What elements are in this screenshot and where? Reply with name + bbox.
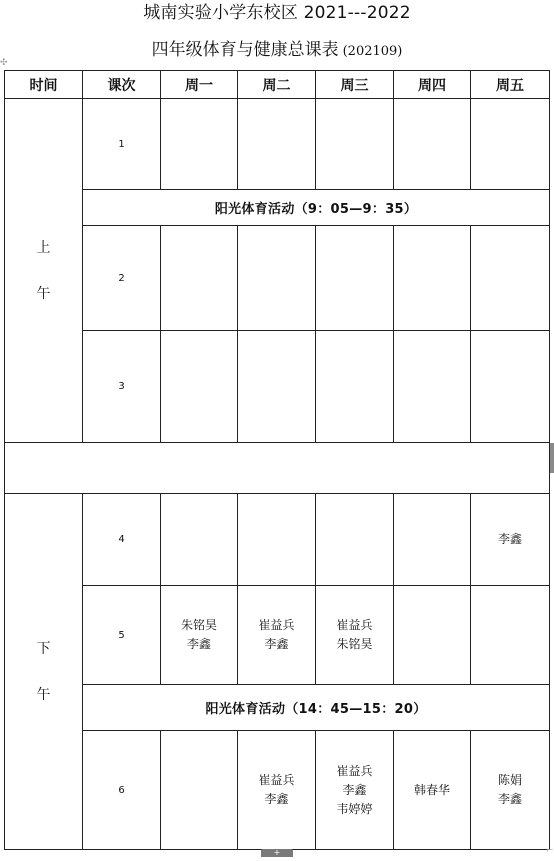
teacher-name: 李鑫 — [497, 532, 522, 546]
activity-row-morning — [5, 190, 550, 226]
period-number: 5 — [83, 586, 161, 685]
cell-r3-wed — [316, 331, 394, 443]
period-number: 1 — [83, 99, 161, 190]
cell-r2-tue — [238, 226, 316, 331]
subtitle-code: (202109) — [342, 44, 403, 59]
teacher-name: 韦婷婷 — [336, 801, 373, 816]
cell-r5-fri — [471, 586, 550, 685]
cell-r6-fri — [471, 731, 550, 850]
cell-r6-wed — [316, 731, 394, 850]
add-row-button[interactable] — [261, 849, 293, 857]
header-mon: 周一 — [161, 71, 238, 99]
activity-afternoon: 阳光体育活动（14：45—15：20） — [83, 685, 550, 731]
teacher-name: 崔益兵 — [258, 618, 295, 632]
period-number: 6 — [83, 731, 161, 850]
resize-handle[interactable] — [550, 443, 554, 473]
table-row — [5, 331, 550, 443]
table-row — [5, 226, 550, 331]
header-wed: 周三 — [316, 71, 394, 99]
cell-r6-tue — [238, 731, 316, 850]
break-row — [5, 443, 550, 494]
schedule-table — [4, 70, 550, 850]
cell-r2-mon — [161, 226, 238, 331]
cell-r3-mon — [161, 331, 238, 443]
break-cell — [5, 443, 550, 494]
header-row — [5, 71, 550, 99]
page-title: 城南实验小学东校区 2021---2022 — [143, 3, 411, 23]
teacher-name: 李鑫 — [264, 792, 289, 806]
teacher-name: 崔益兵 — [336, 763, 373, 778]
table-row — [5, 494, 550, 586]
table-end-mark-icon: ⌐ — [546, 846, 554, 856]
cell-r5-mon — [161, 586, 238, 685]
page-subtitle — [0, 36, 554, 68]
subtitle-text: 四年级体育与健康总课表 — [151, 40, 339, 60]
teacher-name: 陈娟 — [497, 773, 522, 787]
cell-r1-tue — [238, 99, 316, 190]
teacher-name: 李鑫 — [264, 637, 289, 651]
cell-r1-fri — [471, 99, 550, 190]
header-tue: 周二 — [238, 71, 316, 99]
afternoon-label: 下 午 — [5, 494, 83, 850]
table-row — [5, 731, 550, 850]
period-number: 3 — [83, 331, 161, 443]
cell-r3-tue — [238, 331, 316, 443]
cell-r2-fri — [471, 226, 550, 331]
cell-r5-thu — [394, 586, 471, 685]
cell-r3-fri — [471, 331, 550, 443]
table-row — [5, 586, 550, 685]
period-number: 4 — [83, 494, 161, 586]
activity-row-afternoon — [5, 685, 550, 731]
cell-r6-thu — [394, 731, 471, 850]
cell-r1-thu — [394, 99, 471, 190]
cell-r4-fri — [471, 494, 550, 586]
teacher-name: 李鑫 — [186, 637, 211, 651]
plus-icon: + — [273, 848, 281, 857]
cell-r2-thu — [394, 226, 471, 331]
cell-r1-mon — [161, 99, 238, 190]
teacher-name: 崔益兵 — [336, 618, 373, 632]
cell-r3-thu — [394, 331, 471, 443]
teacher-name: 崔益兵 — [258, 773, 295, 787]
teacher-name: 朱铭昊 — [180, 618, 217, 632]
header-period: 课次 — [83, 71, 161, 99]
cell-r4-mon — [161, 494, 238, 586]
header-fri: 周五 — [471, 71, 550, 99]
cell-r1-wed — [316, 99, 394, 190]
cell-r5-wed — [316, 586, 394, 685]
table-row — [5, 99, 550, 190]
period-number: 2 — [83, 226, 161, 331]
cell-r4-thu — [394, 494, 471, 586]
teacher-name: 朱铭昊 — [336, 637, 373, 651]
teacher-name: 韩春华 — [413, 782, 450, 797]
cell-r4-tue — [238, 494, 316, 586]
morning-label: 上 午 — [5, 99, 83, 443]
cell-r4-wed — [316, 494, 394, 586]
cell-r5-tue — [238, 586, 316, 685]
header-time: 时间 — [5, 71, 83, 99]
table-move-handle-icon[interactable]: ✣ — [0, 58, 8, 68]
teacher-name: 李鑫 — [342, 782, 367, 797]
activity-morning: 阳光体育活动（9：05—9：35） — [83, 190, 550, 226]
cell-r2-wed — [316, 226, 394, 331]
teacher-name: 李鑫 — [497, 792, 522, 806]
cell-r6-mon — [161, 731, 238, 850]
header-thu: 周四 — [394, 71, 471, 99]
